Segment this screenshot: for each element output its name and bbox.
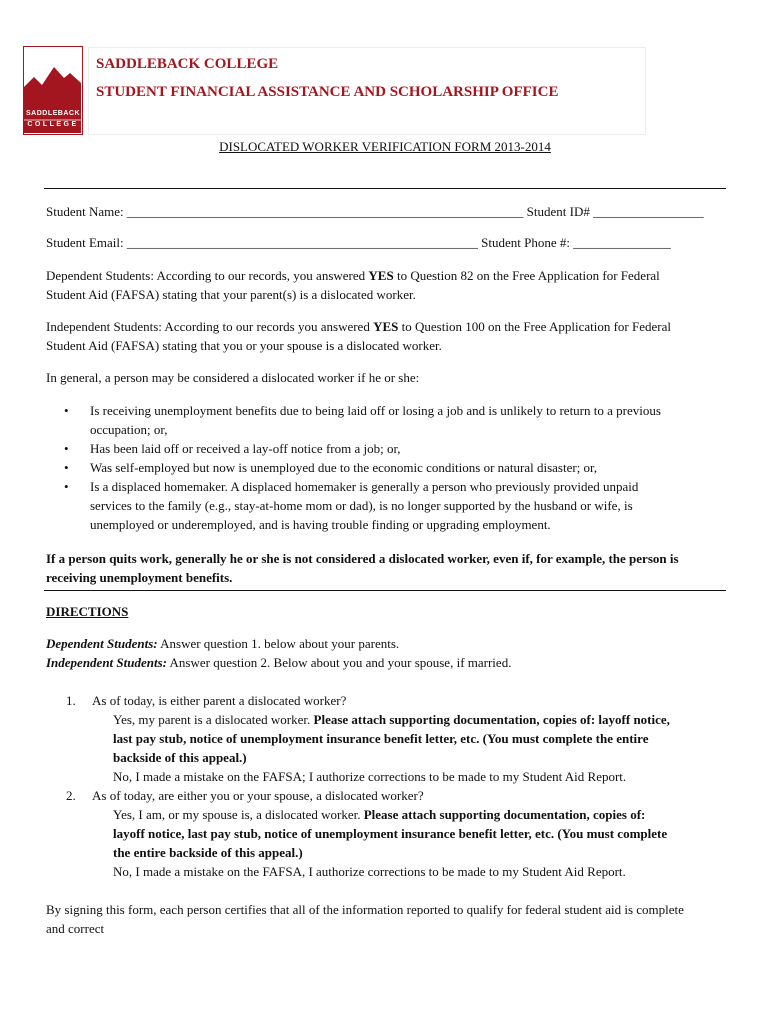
independent-text-1: Independent Students: According to our records you answered <box>46 319 374 334</box>
list-item <box>64 439 734 458</box>
student-email-blank[interactable]: ______________________________________________________ <box>126 235 478 250</box>
question-2-number: 2. <box>66 788 76 803</box>
dependent-text-1: Dependent Students: According to our records, you answered <box>46 268 369 283</box>
question-1-text: As of today, is either parent a dislocated worker? <box>92 693 347 708</box>
question-1-no-option[interactable] <box>88 767 738 786</box>
q1-no-text: No, I made a mistake on the FAFSA; I authorize corrections to be made to my Student Aid Report. <box>113 769 627 784</box>
bullet-icon: • <box>64 460 69 475</box>
student-id-label: Student ID# <box>526 204 590 219</box>
q2-no-text: No, I made a mistake on the FAFSA, I authorize corrections to be made to my Student Aid Report. <box>113 864 626 879</box>
dependent-text-3: Student Aid (FAFSA) stating that your parent(s) is a dislocated worker. <box>46 287 416 302</box>
form-title: DISLOCATED WORKER VERIFICATION FORM 2013-2014 <box>219 139 551 154</box>
question-1-yes-option[interactable] <box>88 710 738 767</box>
bullet-1-line-1: Is receiving unemployment benefits due to being laid off or losing a job and is unlikely to return to a previous <box>90 403 661 418</box>
section-divider <box>44 590 726 591</box>
general-intro: In general, a person may be considered a dislocated worker if he or she: <box>46 370 420 385</box>
bullet-2-line-1: Has been laid off or received a lay-off notice from a job; or, <box>90 441 401 456</box>
directions-heading: DIRECTIONS <box>46 604 129 619</box>
independent-students-paragraph <box>46 317 736 355</box>
bullet-1-line-2: occupation; or, <box>90 422 168 437</box>
bullet-4-line-1: Is a displaced homemaker. A displaced homemaker is generally a person who previously provided unpaid <box>90 479 639 494</box>
directions-independent-text: Answer question 2. Below about you and your spouse, if married. <box>167 655 512 670</box>
q2-yes-bold-3: the entire backside of this appeal.) <box>113 845 303 860</box>
student-email-field[interactable] <box>46 235 671 251</box>
bullet-4-line-2: services to the family (e.g., stay-at-home mom or dad), is no longer supported by the husband or wife, is <box>90 498 633 513</box>
student-name-field[interactable] <box>46 204 704 220</box>
bullet-icon: • <box>64 479 69 494</box>
certification-statement <box>46 900 736 938</box>
student-phone-blank[interactable]: _______________ <box>573 235 671 250</box>
bullet-4-line-3: unemployed or underemployed, and is having trouble finding or upgrading employment. <box>90 517 551 532</box>
office-name: STUDENT FINANCIAL ASSISTANCE AND SCHOLARSHIP OFFICE <box>96 84 559 100</box>
top-divider <box>44 188 726 189</box>
logo-word-saddleback: SADDLEBACK <box>26 110 80 117</box>
bullet-3-line-1: Was self-employed but now is unemployed due to the economic conditions or natural disaster; or, <box>90 460 598 475</box>
student-name-label: Student Name: <box>46 204 124 219</box>
question-2-text: As of today, are either you or your spouse, a dislocated worker? <box>92 788 424 803</box>
q1-yes-bold-1: Please attach supporting documentation, copies of: layoff notice, <box>313 712 670 727</box>
independent-yes: YES <box>373 319 399 334</box>
q1-yes-text: Yes, my parent is a dislocated worker. <box>113 712 314 727</box>
dependent-yes: YES <box>368 268 394 283</box>
directions-dependent <box>46 634 736 653</box>
quit-work-note <box>46 549 736 587</box>
college-name: SADDLEBACK COLLEGE <box>96 56 279 72</box>
list-item <box>64 477 734 534</box>
list-item <box>64 401 734 439</box>
saddleback-college-logo <box>23 46 83 135</box>
student-phone-label: Student Phone #: <box>481 235 570 250</box>
question-2-yes-option[interactable] <box>88 805 738 862</box>
directions-independent-label: Independent Students: <box>46 655 167 670</box>
question-1-number: 1. <box>66 693 76 708</box>
q2-yes-text: Yes, I am, or my spouse is, a dislocated worker. <box>113 807 364 822</box>
student-name-blank[interactable]: _____________________________________________________________ <box>126 204 524 219</box>
logo-word-college: COLLEGE <box>27 121 79 128</box>
independent-text-2: to Question 100 on the Free Application for Federal <box>398 319 671 334</box>
q1-yes-bold-3: backside of this appeal.) <box>113 750 247 765</box>
list-item <box>64 458 734 477</box>
dependent-text-2: to Question 82 on the Free Application for Federal <box>393 268 660 283</box>
certification-line-1: By signing this form, each person certifies that all of the information reported to qualify for federal student aid is complete <box>46 902 684 917</box>
student-id-blank[interactable]: _________________ <box>593 204 704 219</box>
independent-text-3: Student Aid (FAFSA) stating that you or your spouse is a dislocated worker. <box>46 338 442 353</box>
certification-line-2: and correct <box>46 921 105 936</box>
directions-independent <box>46 653 736 672</box>
bullet-icon: • <box>64 403 69 418</box>
q2-yes-bold-2: layoff notice, last pay stub, notice of unemployment insurance benefit letter, etc. (You must complete <box>113 826 668 841</box>
bullet-icon: • <box>64 441 69 456</box>
directions-dependent-label: Dependent Students: <box>46 636 158 651</box>
quit-note-line-1: If a person quits work, generally he or she is not considered a dislocated worker, even if, for example, the person is <box>46 551 679 566</box>
dependent-students-paragraph <box>46 266 736 304</box>
q2-yes-bold-1: Please attach supporting documentation, copies of: <box>363 807 646 822</box>
quit-note-line-2: receiving unemployment benefits. <box>46 570 233 585</box>
student-email-label: Student Email: <box>46 235 124 250</box>
q1-yes-bold-2: last pay stub, notice of unemployment insurance benefit letter, etc. (You must complete the entire <box>113 731 649 746</box>
question-2-no-option[interactable] <box>88 862 738 881</box>
directions-dependent-text: Answer question 1. below about your parents. <box>157 636 400 651</box>
